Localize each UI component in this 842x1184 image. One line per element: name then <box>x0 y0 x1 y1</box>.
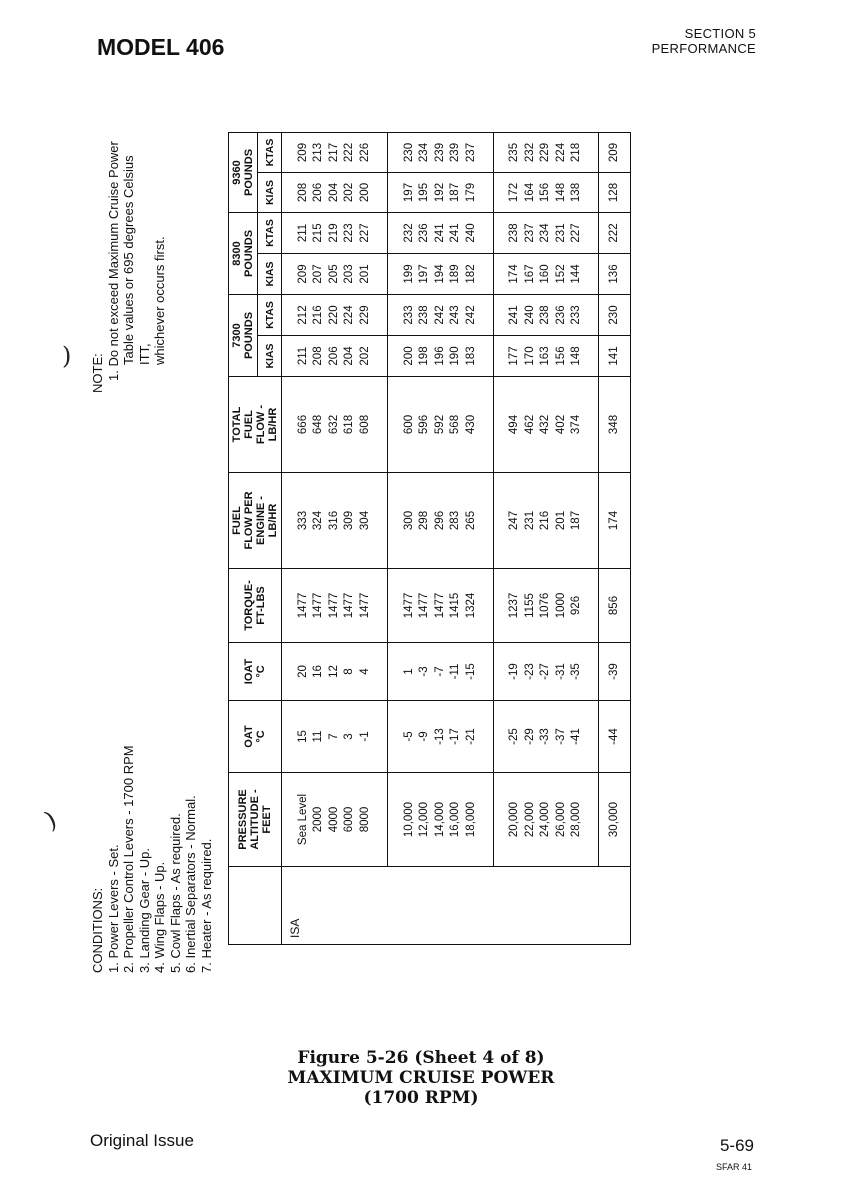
conditions-block <box>90 553 214 973</box>
cell-value: 1477 <box>358 592 371 619</box>
cell-value: -33 <box>539 728 552 745</box>
ioat-header: IOAT °C <box>229 643 282 701</box>
cell-value: 206 <box>312 182 325 203</box>
cell-value: -27 <box>539 663 552 680</box>
cell-kias83 <box>493 254 599 295</box>
cell-value: 211 <box>296 223 309 243</box>
cell-value: 7 <box>327 733 340 740</box>
cell-value: 1155 <box>523 593 536 618</box>
cell-value: 24,000 <box>539 801 552 838</box>
caption-line: (1700 RPM) <box>363 1088 479 1108</box>
cell-value: 237 <box>464 142 477 163</box>
note-line: Table values or 695 degrees Celsius ITT, <box>121 155 152 365</box>
table-row <box>388 133 494 945</box>
cell-value: -39 <box>607 663 620 680</box>
cell-value: 152 <box>554 264 567 284</box>
cell-value: 136 <box>607 264 620 284</box>
cell-value: 189 <box>449 264 462 284</box>
cell-value: 1477 <box>312 592 325 619</box>
cell-value: 236 <box>418 223 431 243</box>
cell-value: 18,000 <box>464 801 477 838</box>
cell-value: 209 <box>296 264 309 284</box>
cell-value: 206 <box>327 346 340 366</box>
cell-value: Sea Level <box>296 793 309 846</box>
cell-ktas93 <box>493 133 599 173</box>
cell-value: 240 <box>464 223 477 243</box>
cell-torque <box>282 569 388 643</box>
cell-oat <box>282 701 388 773</box>
cell-value: 174 <box>508 264 521 284</box>
cell-value: 238 <box>508 223 521 243</box>
cell-value: 202 <box>343 182 356 203</box>
cell-value: 241 <box>433 223 446 243</box>
weight-7300-header: 7300 POUNDS <box>229 295 258 377</box>
cell-kias73 <box>599 336 631 377</box>
cell-value: 167 <box>523 264 536 284</box>
cell-value: 1237 <box>508 592 521 619</box>
cell-value: 16 <box>312 665 325 678</box>
cell-value: 194 <box>433 264 446 284</box>
cell-torque <box>388 569 494 643</box>
cell-value: 14,000 <box>433 801 446 838</box>
cell-value: 197 <box>402 182 415 203</box>
cell-value: 163 <box>539 346 552 366</box>
cell-value: 232 <box>523 142 536 163</box>
cell-fft <box>282 377 388 473</box>
header-row-1 <box>229 133 258 945</box>
cell-value: 240 <box>523 305 536 325</box>
cell-value: 333 <box>296 510 309 531</box>
cell-value: 20 <box>296 665 309 678</box>
cell-value: 462 <box>523 414 536 435</box>
cell-value: 238 <box>418 305 431 325</box>
cell-value: 234 <box>418 142 431 163</box>
cell-value: 230 <box>607 305 620 325</box>
cell-value: 223 <box>343 223 356 243</box>
cell-alt <box>493 773 599 867</box>
cell-ktas93 <box>282 133 388 173</box>
cell-value: 1415 <box>449 592 462 619</box>
cell-value: 226 <box>358 142 371 163</box>
cell-value: 26,000 <box>554 801 567 838</box>
cell-value: 8 <box>343 668 356 675</box>
cell-value: 170 <box>523 346 536 366</box>
cell-torque <box>493 569 599 643</box>
cell-value: 177 <box>508 346 521 366</box>
cell-value: -17 <box>449 728 462 745</box>
cell-value: 224 <box>343 305 356 325</box>
cell-value: 1 <box>402 668 415 675</box>
figure-caption <box>0 1048 842 1108</box>
cell-value: 233 <box>570 305 583 325</box>
total-fuel-flow-header: TOTAL FUEL FLOW - LB/HR <box>229 377 282 473</box>
cell-value: 128 <box>607 182 620 203</box>
cell-value: 600 <box>402 414 415 435</box>
model-title: MODEL 406 <box>97 34 225 60</box>
cell-value: 22,000 <box>523 801 536 838</box>
cell-value: 242 <box>464 305 477 325</box>
section-name: PERFORMANCE <box>651 41 756 56</box>
cell-value: 236 <box>554 305 567 325</box>
cell-value: 666 <box>296 414 309 435</box>
cell-value: 247 <box>508 510 521 531</box>
cell-value: 222 <box>343 142 356 163</box>
cell-value: 237 <box>523 223 536 243</box>
cell-value: 217 <box>327 142 340 163</box>
cell-kias93 <box>388 173 494 213</box>
cell-value: 632 <box>327 414 340 435</box>
cell-oat <box>493 701 599 773</box>
cell-value: 196 <box>433 346 446 366</box>
cell-ktas83 <box>388 213 494 254</box>
cell-ioat <box>388 643 494 701</box>
cell-value: 230 <box>402 142 415 163</box>
cell-value: 213 <box>312 142 325 163</box>
cell-value: 856 <box>607 595 620 616</box>
cell-ioat <box>493 643 599 701</box>
conditions-title: CONDITIONS: <box>90 887 105 973</box>
cell-value: 231 <box>523 510 536 531</box>
cell-value: 160 <box>539 264 552 284</box>
cell-value: 1477 <box>418 592 431 619</box>
cell-oat <box>599 701 631 773</box>
cell-value: 1477 <box>402 592 415 619</box>
cell-value: 212 <box>296 305 309 325</box>
caption-line: Figure 5-26 (Sheet 4 of 8) <box>297 1048 545 1068</box>
cell-value: 432 <box>539 414 552 435</box>
cell-value: 156 <box>539 182 552 203</box>
table-row <box>599 133 631 945</box>
cell-alt <box>599 773 631 867</box>
cell-ioat <box>282 643 388 701</box>
blank-header <box>229 867 282 945</box>
cell-value: -11 <box>449 663 462 680</box>
cell-value: 316 <box>327 510 340 531</box>
binder-mark: ) <box>40 805 61 835</box>
cell-value: -29 <box>523 728 536 745</box>
cell-value: 222 <box>607 223 620 243</box>
cell-alt <box>282 773 388 867</box>
cell-value: 8000 <box>358 806 371 833</box>
cell-value: 239 <box>433 142 446 163</box>
cell-value: 233 <box>402 305 415 325</box>
cell-value: 324 <box>312 510 325 531</box>
cell-value: 224 <box>554 142 567 163</box>
cell-value: 190 <box>449 346 462 366</box>
cell-value: 182 <box>464 264 477 284</box>
cell-value: -31 <box>554 663 567 680</box>
ktas-header: KTAS <box>258 295 282 336</box>
cell-value: -5 <box>402 731 415 742</box>
cell-value: -35 <box>570 663 583 680</box>
cell-value: 494 <box>508 414 521 435</box>
cell-value: 926 <box>570 595 583 616</box>
cell-value: 430 <box>464 414 477 435</box>
cell-value: 648 <box>312 414 325 435</box>
cell-value: 227 <box>570 223 583 243</box>
cell-value: -25 <box>508 728 521 745</box>
cell-value: 211 <box>296 346 309 366</box>
cell-value: 296 <box>433 510 446 531</box>
note-line: 1. Do not exceed Maximum Cruise Power <box>105 141 121 381</box>
cell-value: 208 <box>312 346 325 366</box>
cell-value: 11 <box>312 730 325 743</box>
cell-value: 215 <box>312 223 325 243</box>
kias-header: KIAS <box>258 254 282 295</box>
cell-value: 243 <box>449 305 462 325</box>
cell-value: 4000 <box>327 806 340 833</box>
cell-value: 174 <box>607 510 620 531</box>
cell-oat <box>388 701 494 773</box>
condition-item: 2. Propeller Control Levers - 1700 RPM <box>121 745 136 973</box>
cell-value: 187 <box>570 510 583 531</box>
cell-value: 209 <box>296 142 309 163</box>
cell-value: 1324 <box>464 592 477 619</box>
cell-value: 164 <box>523 182 536 203</box>
cell-kias93 <box>599 173 631 213</box>
cell-value: 227 <box>358 223 371 243</box>
cell-value: 156 <box>554 346 567 366</box>
cell-value: 12 <box>327 665 340 678</box>
binder-mark: ) <box>62 342 72 370</box>
cell-value: -37 <box>554 728 567 745</box>
cell-value: 20,000 <box>508 801 521 838</box>
cell-value: 4 <box>358 668 371 675</box>
cell-value: 304 <box>358 510 371 531</box>
footer-issue: Original Issue <box>90 1131 194 1150</box>
cell-value: 205 <box>327 264 340 284</box>
cell-value: 1477 <box>327 592 340 619</box>
cell-value: 1477 <box>296 592 309 619</box>
kias-header: KIAS <box>258 336 282 377</box>
cell-value: 229 <box>358 305 371 325</box>
cell-ktas93 <box>599 133 631 173</box>
cell-value: 220 <box>327 305 340 325</box>
cell-ffe <box>282 473 388 569</box>
weight-8300-header: 8300 POUNDS <box>229 213 258 295</box>
condition-item: 6. Inertial Separators - Normal. <box>183 795 198 973</box>
table-row <box>282 133 388 945</box>
cell-value: 203 <box>343 264 356 284</box>
condition-item: 5. Cowl Flaps - As required. <box>167 813 183 973</box>
cell-value: 241 <box>508 305 521 325</box>
condition-item: 4. Wing Flaps - Up. <box>152 861 167 973</box>
cell-value: 239 <box>449 142 462 163</box>
cell-ffe <box>493 473 599 569</box>
table-body <box>282 133 631 945</box>
note-block <box>90 133 168 393</box>
cell-value: 201 <box>554 510 567 531</box>
cell-value: 1000 <box>554 592 567 619</box>
fuel-flow-engine-header: FUEL FLOW PER ENGINE - LB/HR <box>229 473 282 569</box>
cell-value: -41 <box>570 728 583 745</box>
cell-value: 2000 <box>312 806 325 833</box>
cell-ktas73 <box>388 295 494 336</box>
rotated-content <box>90 133 632 973</box>
cell-value: 265 <box>464 510 477 531</box>
cell-value: 348 <box>607 414 620 435</box>
cell-ktas93 <box>388 133 494 173</box>
cell-ktas83 <box>493 213 599 254</box>
cell-value: -9 <box>418 731 431 742</box>
cell-kias73 <box>282 336 388 377</box>
cell-value: 200 <box>402 346 415 366</box>
cell-ktas83 <box>282 213 388 254</box>
page-number: 5-69 <box>719 1136 754 1155</box>
cell-ffe <box>599 473 631 569</box>
cell-value: 1477 <box>433 592 446 619</box>
cell-value: 608 <box>358 414 371 435</box>
cell-kias83 <box>282 254 388 295</box>
cell-value: 209 <box>607 142 620 163</box>
altitude-header: PRESSURE ALTITUDE - FEET <box>229 773 282 867</box>
cell-value: 15 <box>296 730 309 743</box>
condition-item: 3. Landing Gear - Up. <box>136 847 152 973</box>
cell-value: 402 <box>554 414 567 435</box>
cell-value: 144 <box>570 264 583 284</box>
cell-value: -7 <box>433 666 446 677</box>
cell-value: 374 <box>570 414 583 435</box>
cell-value: -15 <box>464 663 477 680</box>
cell-value: 235 <box>508 142 521 163</box>
cell-ffe <box>388 473 494 569</box>
cell-value: 592 <box>433 414 446 435</box>
cell-value: 300 <box>402 510 415 531</box>
cell-value: -19 <box>508 663 521 680</box>
cell-value: 618 <box>343 414 356 435</box>
max-cruise-power-table <box>228 132 631 945</box>
cell-fft <box>599 377 631 473</box>
cell-value: 1076 <box>539 592 552 619</box>
cell-fft <box>493 377 599 473</box>
cell-value: 219 <box>327 223 340 243</box>
cell-value: 148 <box>570 346 583 366</box>
section-header <box>652 26 756 56</box>
cell-value: 204 <box>327 182 340 203</box>
cell-value: -13 <box>433 728 446 745</box>
ktas-header: KTAS <box>258 213 282 254</box>
cell-kias83 <box>599 254 631 295</box>
cell-value: 241 <box>449 223 462 243</box>
cell-value: 231 <box>554 223 567 243</box>
kias-header: KIAS <box>258 173 282 213</box>
cell-kias93 <box>282 173 388 213</box>
cell-value: 298 <box>418 510 431 531</box>
cell-ktas73 <box>493 295 599 336</box>
cell-kias83 <box>388 254 494 295</box>
cell-ktas83 <box>599 213 631 254</box>
cell-value: 1477 <box>343 592 356 619</box>
note-title: NOTE: <box>90 353 105 393</box>
cell-value: 238 <box>539 305 552 325</box>
cell-value: -1 <box>358 731 371 742</box>
cell-ktas73 <box>282 295 388 336</box>
cell-value: 234 <box>539 223 552 243</box>
cell-value: 216 <box>312 305 325 325</box>
cell-value: 138 <box>570 182 583 203</box>
cell-value: 568 <box>449 414 462 435</box>
isa-label: ISA <box>282 867 631 945</box>
cell-kias73 <box>493 336 599 377</box>
cell-value: 242 <box>433 305 446 325</box>
cell-value: 12,000 <box>418 801 431 838</box>
oat-header: OAT °C <box>229 701 282 773</box>
cell-value: 216 <box>539 510 552 531</box>
cell-alt <box>388 773 494 867</box>
weight-9360-header: 9360 POUNDS <box>229 133 258 213</box>
cell-value: 596 <box>418 414 431 435</box>
cell-value: 148 <box>554 182 567 203</box>
condition-item: 7. Heater - As required. <box>198 838 214 973</box>
cell-value: 201 <box>358 264 371 284</box>
cell-torque <box>599 569 631 643</box>
cell-value: 283 <box>449 510 462 531</box>
cell-value: -23 <box>523 663 536 680</box>
cell-value: 195 <box>418 182 431 203</box>
cell-value: 218 <box>570 142 583 163</box>
cell-value: 30,000 <box>607 801 620 838</box>
cell-value: 200 <box>358 182 371 203</box>
cell-value: 309 <box>343 510 356 531</box>
cell-value: 141 <box>607 346 620 366</box>
cell-value: 3 <box>343 733 356 740</box>
caption-line: MAXIMUM CRUISE POWER <box>287 1068 555 1088</box>
cell-value: -21 <box>464 728 477 745</box>
cell-ktas73 <box>599 295 631 336</box>
cell-value: 172 <box>508 182 521 203</box>
cell-value: 6000 <box>343 806 356 833</box>
cell-value: 183 <box>464 346 477 366</box>
ktas-header: KTAS <box>258 133 282 173</box>
cell-value: 197 <box>418 264 431 284</box>
cell-value: 232 <box>402 223 415 243</box>
cell-kias93 <box>493 173 599 213</box>
cell-value: -44 <box>607 728 620 745</box>
cell-value: 10,000 <box>402 801 415 838</box>
torque-header: TORQUE- FT-LBS <box>229 569 282 643</box>
note-line: whichever occurs first. <box>152 236 167 365</box>
cell-value: 202 <box>358 346 371 366</box>
cell-value: 207 <box>312 264 325 284</box>
cell-value: 229 <box>539 142 552 163</box>
cell-value: 16,000 <box>449 801 462 838</box>
cell-value: 192 <box>433 182 446 203</box>
section-number: SECTION 5 <box>684 26 756 41</box>
cell-value: 198 <box>418 346 431 366</box>
table-row <box>493 133 599 945</box>
condition-item: 1. Power Levers - Set. <box>105 844 121 973</box>
cell-value: 208 <box>296 182 309 203</box>
cell-fft <box>388 377 494 473</box>
cell-value: 187 <box>449 182 462 203</box>
cell-kias73 <box>388 336 494 377</box>
cell-value: 204 <box>343 346 356 366</box>
cell-value: 28,000 <box>570 801 583 838</box>
cell-value: 199 <box>402 264 415 284</box>
cell-ioat <box>599 643 631 701</box>
cell-value: 179 <box>464 182 477 203</box>
cell-value: -3 <box>418 666 431 677</box>
footer-sfar: SFAR 41 <box>715 1162 752 1172</box>
